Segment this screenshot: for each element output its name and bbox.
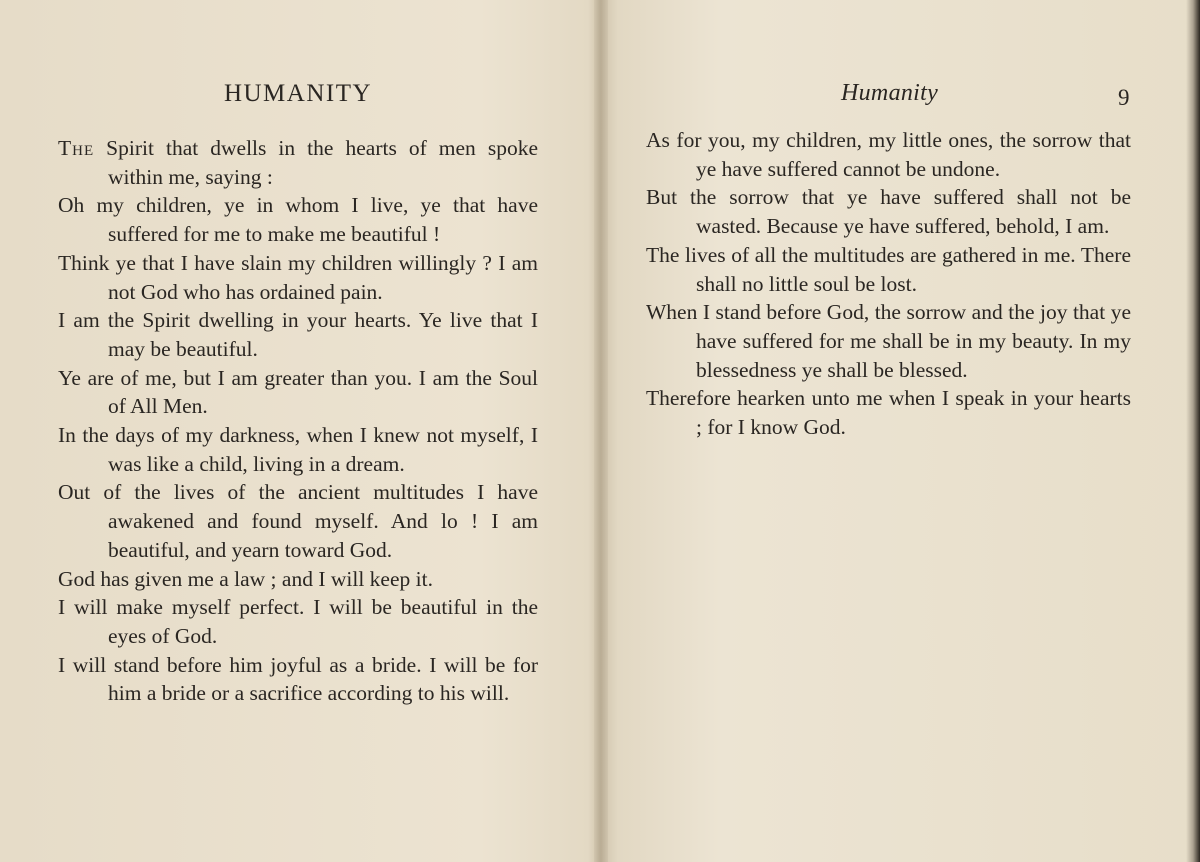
book-gutter bbox=[594, 0, 608, 862]
verse-15: Therefore hearken unto me when I speak in your hearts ; for I know God. bbox=[646, 386, 1131, 440]
verse-1-text: Spirit that dwells in the hearts of men spoke within me, saying : bbox=[94, 136, 538, 189]
opening-small-caps-word: The bbox=[58, 136, 95, 160]
left-running-head: HUMANITY bbox=[223, 80, 373, 107]
verse-14: When I stand before God, the sorrow and the joy that ye have suffered for me shall be in my beauty. In my blessedness ye shall be blessed. bbox=[646, 300, 1131, 382]
verse-3: Think ye that I have slain my children willingly ? I am not God who has ordained pain. bbox=[58, 250, 538, 304]
verse-13: The lives of all the multitudes are gathered in me. There shall no little soul be lost. bbox=[646, 242, 1131, 296]
verse-12: But the sorrow that ye have suffered shall not be wasted. Because ye have suffered, behold, I am. bbox=[646, 185, 1131, 239]
verse-7: Out of the lives of the ancient multitudes I have awakened and found myself. And lo ! I am beautiful, and yearn toward God. bbox=[58, 480, 538, 562]
left-page-text bbox=[58, 134, 538, 708]
page-number: 9 bbox=[1118, 85, 1130, 110]
verse-4: I am the Spirit dwelling in your hearts. Ye live that I may be beautiful. bbox=[58, 308, 538, 361]
verse-1 bbox=[58, 134, 538, 191]
verse-2: Oh my children, ye in whom I live, ye that have suffered for me to make me beautiful ! bbox=[58, 193, 538, 247]
page-edge-shadow bbox=[1186, 0, 1200, 862]
verse-11: As for you, my children, my little ones, the sorrow that ye have suffered cannot be undone. bbox=[646, 128, 1131, 181]
verse-6: In the days of my darkness, when I knew not myself, I was like a child, living in a dream. bbox=[58, 423, 538, 476]
right-running-head: Humanity bbox=[841, 80, 939, 106]
verse-8: God has given me a law ; and I will keep it. bbox=[58, 566, 433, 591]
verse-5: Ye are of me, but I am greater than you. I am the Soul of All Men. bbox=[58, 365, 538, 419]
right-page-text bbox=[646, 126, 1131, 442]
verse-10: I will stand before him joyful as a bride. I will be for him a bride or a sacrifice according to his will. bbox=[58, 652, 538, 706]
verse-9: I will make myself perfect. I will be beautiful in the eyes of God. bbox=[58, 595, 538, 648]
